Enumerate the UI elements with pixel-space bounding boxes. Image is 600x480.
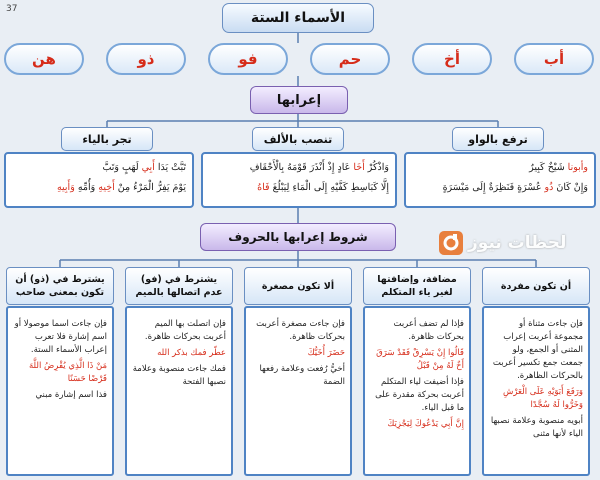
example-line xyxy=(412,158,588,178)
name-pill-dhu: ذو xyxy=(106,43,186,75)
conditions-heading: شروط إعرابها بالحروف xyxy=(200,223,396,251)
condition-body-5 xyxy=(6,306,114,476)
example-text: عَادٍ إِذْ أَنْذَرَ قَوْمَهُ بِالْأَحْقَافِ xyxy=(249,162,354,173)
condition-body-2 xyxy=(363,306,471,476)
highlighted-name: وَأَبِيهِ xyxy=(56,182,75,193)
highlighted-name: أَخَا xyxy=(353,162,365,173)
example-text: لَهَبٍ وَتَبَّ xyxy=(102,162,142,173)
condition-example: إِنَّ أَبِي يَدْعُوكَ لِيَجْزِيَكَ xyxy=(387,419,464,429)
highlighted-name: أَبِي xyxy=(141,162,155,173)
condition-body-4 xyxy=(125,306,233,476)
example-text: شَيْخٌ كَبِيرٌ xyxy=(529,162,568,173)
name-pill-akh: أخ xyxy=(412,43,492,75)
condition-header-4: يشترط في (فو) عدم اتصالها بالميم xyxy=(125,267,233,305)
page-number: 37 xyxy=(6,4,18,14)
condition-text: فإذا لم تضف أعربت بحركات ظاهرة. xyxy=(393,319,464,342)
examples-box-alif xyxy=(201,152,397,208)
example-text: تَبَّتْ يَدَا xyxy=(154,162,186,173)
condition-text: فإن جاءت اسما موصولا أو اسم إشارة فلا تعرب إعراب الأسماء الستة. xyxy=(14,319,107,355)
example-text: يَوْمَ يَفِرُّ الْمَرْءُ مِنْ xyxy=(114,182,186,193)
category-header-waw: ترفع بالواو xyxy=(452,127,544,151)
example-line xyxy=(209,178,389,198)
condition-body-1 xyxy=(482,306,590,476)
diagram-title: الأسماء الستة xyxy=(222,3,374,33)
condition-example: حَضَرَ أُخَيُّكَ xyxy=(307,348,345,358)
example-line xyxy=(209,158,389,178)
example-line xyxy=(12,158,186,178)
example-line xyxy=(412,178,588,198)
condition-text: فإن اتصلت بها الميم أعربت بحركات ظاهرة. xyxy=(144,319,226,342)
watermark-logo-icon xyxy=(438,230,464,256)
name-pill-han: هن xyxy=(4,43,84,75)
example-text: وَإِنْ كَانَ xyxy=(553,182,588,193)
example-text: إِلَّا كَبَاسِطِ كَفَّيْهِ إِلَى الْمَاءِ لِيَبْلُغَ xyxy=(269,182,389,193)
condition-text: فإذا أضيفت لياء المتكلم أعربت بحركة مقدرة على ما قبل الياء. xyxy=(375,377,464,413)
watermark xyxy=(438,228,566,258)
condition-text: فإن جاءت مصغرة أعربت بحركات ظاهرة. xyxy=(256,319,345,342)
condition-example: قَالُوا إِنْ يَسْرِقْ فَقَدْ سَرَقَ أَخٌ لَهُ مِنْ قَبْلُ xyxy=(376,348,464,371)
highlighted-name: ذُو xyxy=(544,182,554,193)
examples-box-ya xyxy=(4,152,194,208)
example-text: وَأُمِّهِ xyxy=(74,182,99,193)
name-pill-ham: حم xyxy=(310,43,390,75)
highlighted-name: أَخِيهِ xyxy=(98,182,115,193)
condition-example: مَنْ ذَا الَّذِي يُقْرِضُ اللَّهَ قَرْضًا حَسَنًا xyxy=(29,361,107,384)
watermark-text: لحظات نيوز xyxy=(468,233,567,253)
category-header-ya: تجر بالياء xyxy=(61,127,153,151)
name-pill-fu: فو xyxy=(208,43,288,75)
condition-text: فذا اسم إشارة مبني xyxy=(35,390,107,400)
condition-example: وَرَفَعَ أَبَوَيْهِ عَلَى الْعَرْشِ وَخَرُّوا لَهُ سُجَّدًا xyxy=(502,387,583,410)
highlighted-name: فَاهُ xyxy=(257,182,270,193)
condition-text: فمك جاءت منصوبة وعلامة نصبها الفتحة xyxy=(132,364,226,387)
irab-heading: إعرابها xyxy=(250,86,348,114)
condition-header-1: أن تكون مفردة xyxy=(482,267,590,305)
condition-header-2: مضافة، وإضافتها لغير ياء المتكلم xyxy=(363,267,471,305)
example-text: عُسْرَةٍ فَنَظِرَةٌ إِلَى مَيْسَرَةٍ xyxy=(442,182,545,193)
example-text: وَاذْكُرْ xyxy=(364,162,389,173)
condition-text: أخيُّ رُفعت وعلامة رفعها الضمة xyxy=(259,364,345,387)
condition-example: عطّر فمك بذكر الله xyxy=(157,348,226,358)
category-header-alif: تنصب بالألف xyxy=(252,127,344,151)
example-line xyxy=(12,178,186,198)
condition-header-3: ألا تكون مصغرة xyxy=(244,267,352,305)
condition-text: فإن جاءت مثناة أو مجموعة أعربت إعراب المثنى أو الجمع، ولو جمعت جمع تكسير أعربت بالحركات الظاهرة. xyxy=(492,319,583,381)
condition-body-3 xyxy=(244,306,352,476)
condition-header-5: يشترط في (ذو) أن تكون بمعنى صاحب xyxy=(6,267,114,305)
name-pill-ab: أب xyxy=(514,43,594,75)
examples-box-waw xyxy=(404,152,596,208)
condition-text: أبويه منصوبة وعلامة نصبها الياء لأنها مثنى xyxy=(490,416,583,439)
highlighted-name: وأبونا xyxy=(567,162,588,173)
